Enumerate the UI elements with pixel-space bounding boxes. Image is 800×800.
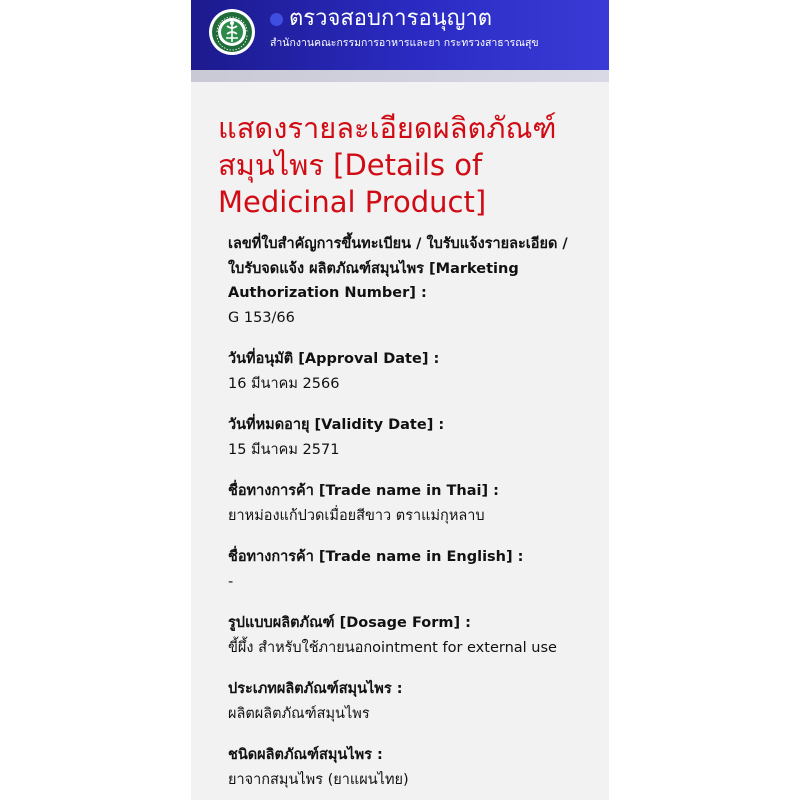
field-approval-date — [228, 347, 588, 396]
header-title: ตรวจสอบการอนุญาต — [289, 6, 493, 31]
field-label: วันที่หมดอายุ [Validity Date] : — [228, 417, 445, 433]
page-title: แสดงรายละเอียดผลิตภัณฑ์สมุนไพร [Details of Medicinal Product] — [218, 111, 557, 219]
field-trade-name-thai — [228, 479, 588, 528]
field-value: 16 มีนาคม 2566 — [228, 375, 340, 392]
fda-seal-icon[interactable] — [208, 8, 256, 56]
field-dosage-form — [228, 611, 588, 660]
field-label: ประเภทผลิตภัณฑ์สมุนไพร : — [228, 681, 403, 697]
field-value: ผลิตผลิตภัณฑ์สมุนไพร — [228, 705, 370, 722]
field-value: ยาหม่องแก้ปวดเมื่อยสีขาว ตราแม่กุหลาบ — [228, 507, 485, 524]
field-label: ชนิดผลิตภัณฑ์สมุนไพร : — [228, 747, 383, 763]
field-herbal-product-type — [228, 743, 588, 792]
field-value: G 153/66 — [228, 309, 295, 326]
field-value: ยาจากสมุนไพร (ยาแผนไทย) — [228, 771, 409, 788]
field-value: ขี้ผึ้ง สำหรับใช้ภายนอกointment for external use — [228, 639, 557, 656]
field-marketing-authorization-number — [228, 232, 588, 330]
field-label: เลขที่ใบสำคัญการขึ้นทะเบียน / ใบรับแจ้งรายละเอียด / ใบรับจดแจ้ง ผลิตภัณฑ์สมุนไพร [Marketing Authorization Number] : — [228, 236, 568, 301]
header-subtitle: สำนักงานคณะกรรมการอาหารและยา กระทรวงสาธารณสุข — [270, 37, 539, 49]
field-validity-date — [228, 413, 588, 462]
header-divider — [191, 70, 609, 82]
site-header — [191, 0, 609, 70]
mobile-viewport — [191, 0, 609, 800]
field-label: ชื่อทางการค้า [Trade name in English] : — [228, 549, 524, 565]
field-trade-name-english — [228, 545, 588, 594]
field-value: - — [228, 573, 234, 590]
product-details — [228, 232, 588, 800]
field-value: 15 มีนาคม 2571 — [228, 441, 340, 458]
field-label: วันที่อนุมัติ [Approval Date] : — [228, 351, 440, 367]
field-herbal-product-category — [228, 677, 588, 726]
title-bullet-icon — [270, 13, 283, 26]
field-label: ชื่อทางการค้า [Trade name in Thai] : — [228, 483, 499, 499]
field-label: รูปแบบผลิตภัณฑ์ [Dosage Form] : — [228, 615, 471, 631]
